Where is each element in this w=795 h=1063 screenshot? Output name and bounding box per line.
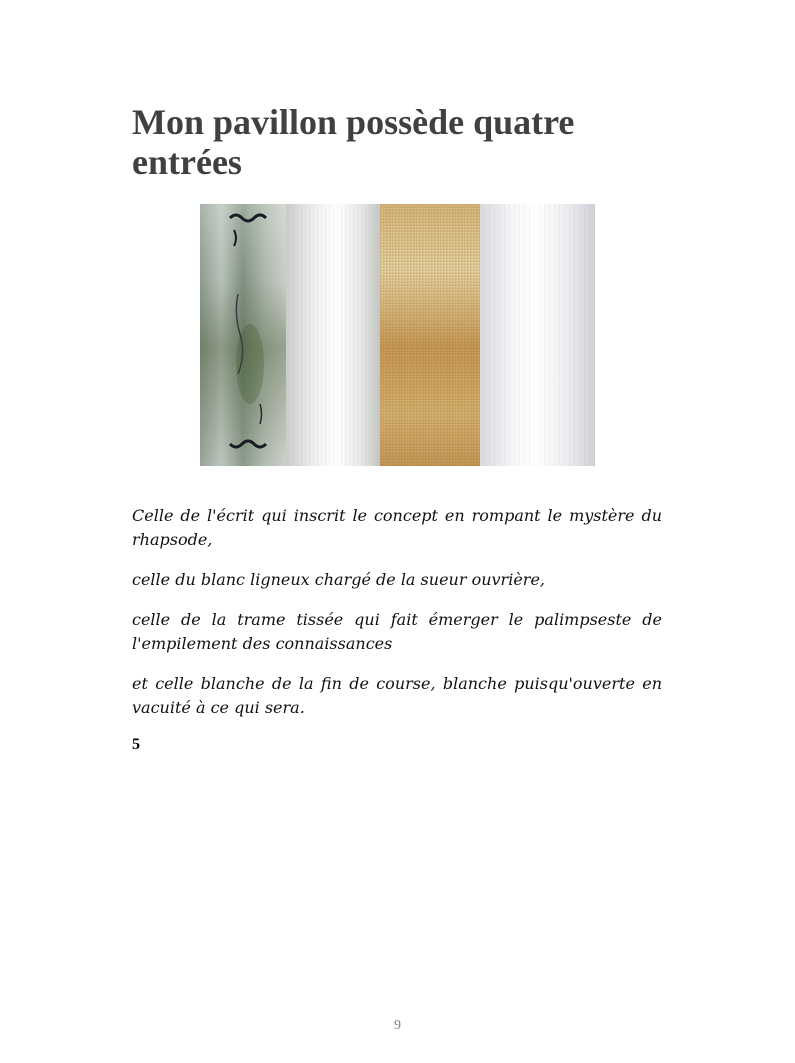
paragraph: celle de la trame tissée qui fait émerger le palimpseste de l'empilement des connaissances bbox=[132, 610, 662, 653]
artwork-photo bbox=[200, 204, 595, 466]
panel-white bbox=[480, 204, 595, 466]
panel-woven bbox=[380, 204, 480, 466]
paragraph: et celle blanche de la fin de course, blanche puisqu'ouverte en vacuité à ce qui sera. bbox=[132, 674, 662, 717]
handwriting-marks bbox=[200, 204, 286, 466]
item-number: 5 bbox=[132, 736, 140, 753]
poem-text bbox=[132, 504, 662, 736]
panel-wood-white bbox=[286, 204, 380, 466]
page-number: 9 bbox=[394, 1018, 401, 1033]
paragraph: celle du blanc ligneux chargé de la sueur ouvrière, bbox=[132, 570, 545, 589]
page-title: Mon pavillon possède quatre entrées bbox=[132, 102, 575, 182]
paragraph: Celle de l'écrit qui inscrit le concept en rompant le mystère du rhapsode, bbox=[132, 506, 662, 549]
